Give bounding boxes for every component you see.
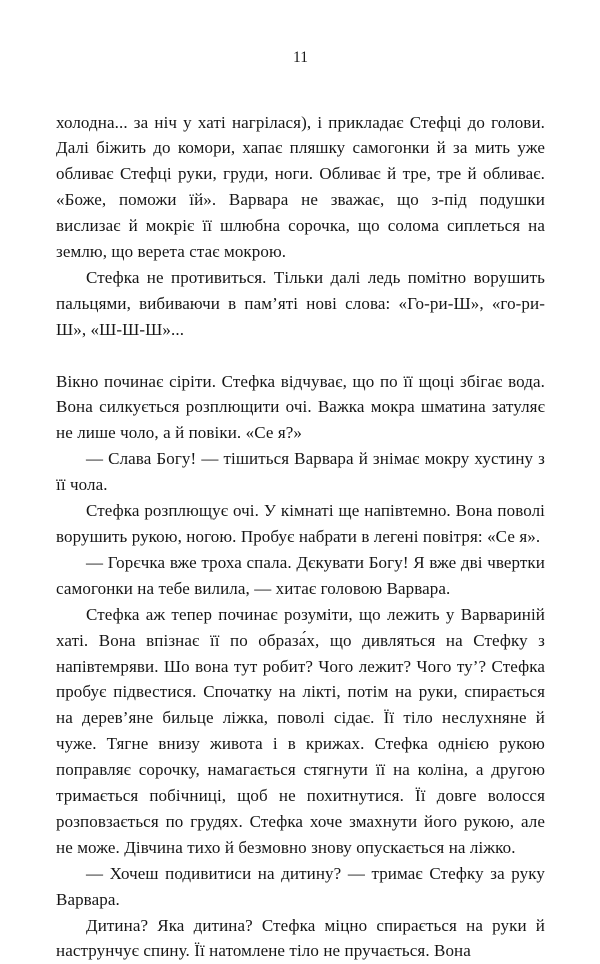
paragraph-2: Стефка не противиться. Тільки далі ледь помітно ворушить пальцями, вибиваючи в пам’яті нові слова: «Го-ри-Ш», «го-ри-Ш», «Ш-Ш-Ш»...: [56, 265, 545, 343]
paragraph-5: Стефка розплющує очі. У кімнаті ще напівтемно. Вона поволі ворушить рукою, ногою. Пробує набрати в легені повітря: «Се я».: [56, 498, 545, 550]
paragraph-9: Дитина? Яка дитина? Стефка міцно спирається на руки й наструнчує спину. Її натомлене тіло не пручається. Вона: [56, 913, 545, 964]
paragraph-8-dialogue: — Хочеш подивитиси на дитину? — тримає Стефку за руку Варвара.: [56, 861, 545, 913]
paragraph-3: Вікно починає сіріти. Стефка відчуває, що по її щоці збігає вода. Вона силкується розплющити очі. Важка мокра шматина затуляє не лише чоло, а й повіки. «Се я?»: [56, 369, 545, 447]
paragraph-7: Стефка аж тепер починає розуміти, що лежить у Варвариній хаті. Вона впізнає її по образа́х, що дивляться на Стефку з напівтемряви. Шо вона тут робит? Чого лежит? Чого ту’? Стефка пробує підвестися. Спочатку на лікті, потім на руки, спирається на дерев’яне бильце ліжка, поволі сідає. Її тіло неслухняне й чуже. Тягне внизу живота і в крижах. Стефка однією рукою поправляє сорочку, намагається стягнути її на коліна, а другою тримається побічниці, щоб не похитнутися. Її довге волосся розповзається по грудях. Стефка хоче змахнути його рукою, але не може. Дівчина тихо й безмовно знову опускається на ліжко.: [56, 602, 545, 861]
paragraph-6-dialogue: — Горєчка вже троха спала. Дєкувати Богу! Я вже дві чвертки самогонки на тебе вилила, — хитає головою Варвара.: [56, 550, 545, 602]
paragraph-1: холодна... за ніч у хаті нагрілася), і прикладає Стефці до голови. Далі біжить до комори, хапає пляшку самогонки й за мить уже обливає Стефці руки, груди, ноги. Обливає й тре, тре й обливає. «Боже, поможи їй». Варвара не зважає, що з-під подушки вислизає й мокріє її шлюбна сорочка, що солома сиплеться на землю, що верета стає мокрою.: [56, 110, 545, 265]
page-number: 11: [56, 50, 545, 66]
text-block: [56, 110, 545, 964]
paragraph-4-dialogue: — Слава Богу! — тішиться Варвара й знімає мокру хустину з її чола.: [56, 446, 545, 498]
